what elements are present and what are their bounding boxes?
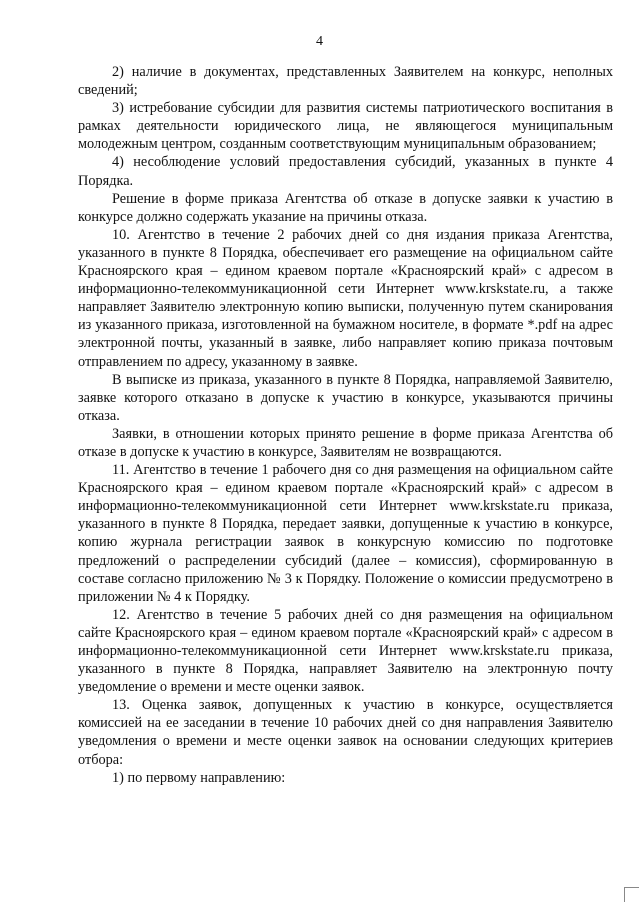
document-body — [78, 63, 613, 787]
paragraph-clause-13: 13. Оценка заявок, допущенных к участию в конкурсе, осуществляется комиссией на ее заседании в течение 10 рабочих дней со дня направления Заявителю уведомления о времени и месте оценки заявок на основании следующих критериев отбора: — [78, 697, 613, 768]
paragraph-clause-11: 11. Агентство в течение 1 рабочего дня со дня размещения на официальном сайте Красноярского края – едином краевом портале «Красноярский край» с адресом в информационно-телекоммуникационной сети Интернет www.krskstate.ru приказа, указанного в пункте 8 Порядка, передает заявки, допущенные к участию в конкурсе, копию журнала регистрации заявок в конкурсную комиссию по подготовке предложений о распределении субсидий (далее – комиссия), сформированную в составе согласно приложению № 3 к Порядку. Положение о комиссии предусмотрено в приложении № 4 к Порядку. — [78, 462, 613, 605]
paragraph-applications-not-returned: Заявки, в отношении которых принято решение в форме приказа Агентства об отказе в допуске к участию в конкурсе, Заявителям не возвращаются. — [78, 425, 613, 460]
paragraph-extract-reasons: В выписке из приказа, указанного в пункте 8 Порядка, направляемой Заявителю, заявке которого отказано в допуске к участию в конкурсе, указываются причины отказа. — [78, 371, 613, 424]
paragraph-reason-2: 2) наличие в документах, представленных Заявителем на конкурс, неполных сведений; — [78, 64, 613, 99]
paragraph-clause-12: 12. Агентство в течение 5 рабочих дней со дня размещения на официальном сайте Красноярского края – едином краевом портале «Красноярский край» с адресом в информационно-телекоммуникационной сети Интернет www.krskstate.ru приказа, указанного в пункте 8 Порядка, направляет Заявителю на электронную почту уведомление о времени и месте оценки заявок. — [78, 606, 613, 696]
paragraph-reason-3: 3) истребование субсидии для развития системы патриотического воспитания в рамках деятельности юридического лица, не являющегося муниципальным молодежным центром, созданным соответствующим муниципальным образованием; — [78, 100, 613, 153]
paragraph-first-direction: 1) по первому направлению: — [112, 769, 286, 786]
page-corner-mark — [624, 887, 639, 902]
paragraph-refusal-decision: Решение в форме приказа Агентства об отказе в допуске заявки к участию в конкурсе должно содержать указание на причины отказа. — [78, 190, 613, 225]
paragraph-reason-4: 4) несоблюдение условий предоставления субсидий, указанных в пункте 4 Порядка. — [78, 154, 613, 189]
page-number: 4 — [316, 34, 323, 49]
paragraph-clause-10: 10. Агентство в течение 2 рабочих дней со дня издания приказа Агентства, указанного в пункте 8 Порядка, обеспечивает его размещение на официальном сайте Красноярского края – едином краевом портале «Красноярский край» с адресом в информационно-телекоммуникационной сети Интернет www.krskstate.ru, а также направляет Заявителю электронную копию выписки, полученную путем сканирования из указанного приказа, изготовленной на бумажном носителе, в формате *.pdf на адрес электронной почты, указанный в заявке, либо направляет копию приказа почтовым отправлением по адресу, указанному в заявке. — [78, 226, 613, 370]
